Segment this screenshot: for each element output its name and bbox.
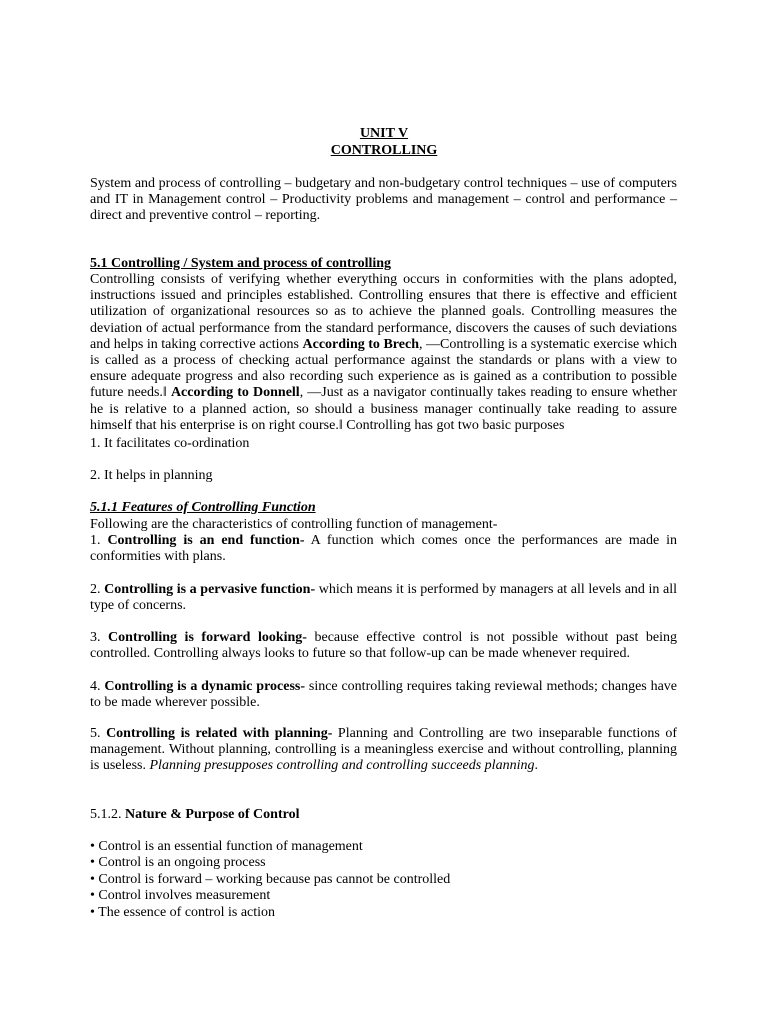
section-heading-5-1: 5.1 Controlling / System and process of controlling bbox=[90, 256, 392, 271]
feature-text: which means it is performed by managers at all levels and in all type of concerns. bbox=[90, 582, 678, 614]
nature-heading bbox=[90, 807, 677, 823]
feature-item bbox=[90, 726, 677, 775]
feature-text: A function which comes once the performances are made in conformities with plans. bbox=[90, 533, 677, 565]
purpose-item: 2. It helps in planning bbox=[90, 468, 213, 483]
features-heading-text: 5.1.1 Features of Controlling Function bbox=[90, 500, 316, 515]
feature-text: since controlling requires taking reviewal methods; changes have to be made wherever possible. bbox=[90, 679, 678, 711]
paragraph-text: Controlling consists of verifying whether everything occurs in conformities with the plans adopted, instructions issued and principles established. Controlling ensures that there is effective and efficient utilization of organizational resources so as to achieve the planned goals. Controlling measures the deviation of actual performance from the standard performance, discovers the causes of such deviations and helps in taking corrective actions bbox=[90, 272, 677, 352]
unit-label: UNIT V bbox=[359, 126, 409, 141]
donnell-label: According to Donnell bbox=[170, 385, 300, 401]
nature-bullet: • The essence of control is action bbox=[90, 905, 276, 920]
feature-item bbox=[90, 533, 677, 565]
feature-number: 2. bbox=[90, 582, 105, 597]
feature-number: 4. bbox=[90, 679, 105, 694]
features-intro: Following are the characteristics of controlling function of management- bbox=[90, 517, 498, 532]
feature-title: Controlling is a dynamic process- bbox=[104, 679, 306, 694]
feature-title: Controlling is related with planning- bbox=[106, 726, 333, 741]
nature-number: 5.1.2. bbox=[90, 807, 125, 822]
feature-text-end: . bbox=[534, 758, 538, 774]
features-heading bbox=[90, 500, 677, 516]
paragraph-text: , ―Just as a navigator continually takes reading to ensure whether he is relative to a planned action, so should a business manager continually take reading to assure himself that his enterprise is on right course.‖ Controlling has got two basic purposes bbox=[90, 385, 677, 433]
feature-text: Planning and Controlling are two inseparable functions of management. Without planning, controlling is a meaningless exercise and without controlling, planning is useless. bbox=[90, 726, 677, 774]
feature-item bbox=[90, 630, 677, 662]
feature-italic-text: Planning presupposes controlling and controlling succeeds planning bbox=[149, 758, 535, 774]
paragraph-text: , ―Controlling is a systematic exercise which is called as a process of checking actual performance against the standards or plans with a view to ensure adequate progress and also recording such experience as is gained as a contribution to possible future needs.‖ bbox=[90, 336, 678, 401]
feature-item bbox=[90, 679, 677, 711]
syllabus-paragraph: System and process of controlling – budgetary and non-budgetary control techniques – use of computers and IT in Management control – Productivity problems and management – control and performance – direct and preventive control – reporting. bbox=[90, 176, 677, 224]
feature-number: 1. bbox=[90, 533, 108, 548]
nature-bullet: • Control is an essential function of management bbox=[90, 839, 363, 854]
nature-bullet: • Control is forward – working because pas cannot be controlled bbox=[90, 872, 451, 887]
feature-item bbox=[90, 582, 677, 614]
nature-bullet: • Control is an ongoing process bbox=[90, 855, 266, 870]
feature-title: Controlling is an end function- bbox=[107, 533, 305, 548]
feature-title: Controlling is forward looking- bbox=[108, 630, 307, 645]
feature-text: because effective control is not possible without past being controlled. Controlling always looks to future so that follow-up can be made whenever required. bbox=[90, 630, 678, 662]
controlling-definition-paragraph bbox=[90, 272, 677, 434]
page-title: CONTROLLING bbox=[330, 143, 438, 158]
feature-number: 3. bbox=[90, 630, 109, 645]
brech-label: According to Brech bbox=[302, 336, 419, 352]
feature-number: 5. bbox=[90, 726, 107, 741]
purpose-item: 1. It facilitates co-ordination bbox=[90, 436, 250, 451]
nature-bullet: • Control involves measurement bbox=[90, 888, 271, 903]
feature-title: Controlling is a pervasive function- bbox=[104, 582, 316, 597]
nature-title: Nature & Purpose of Control bbox=[125, 807, 300, 822]
